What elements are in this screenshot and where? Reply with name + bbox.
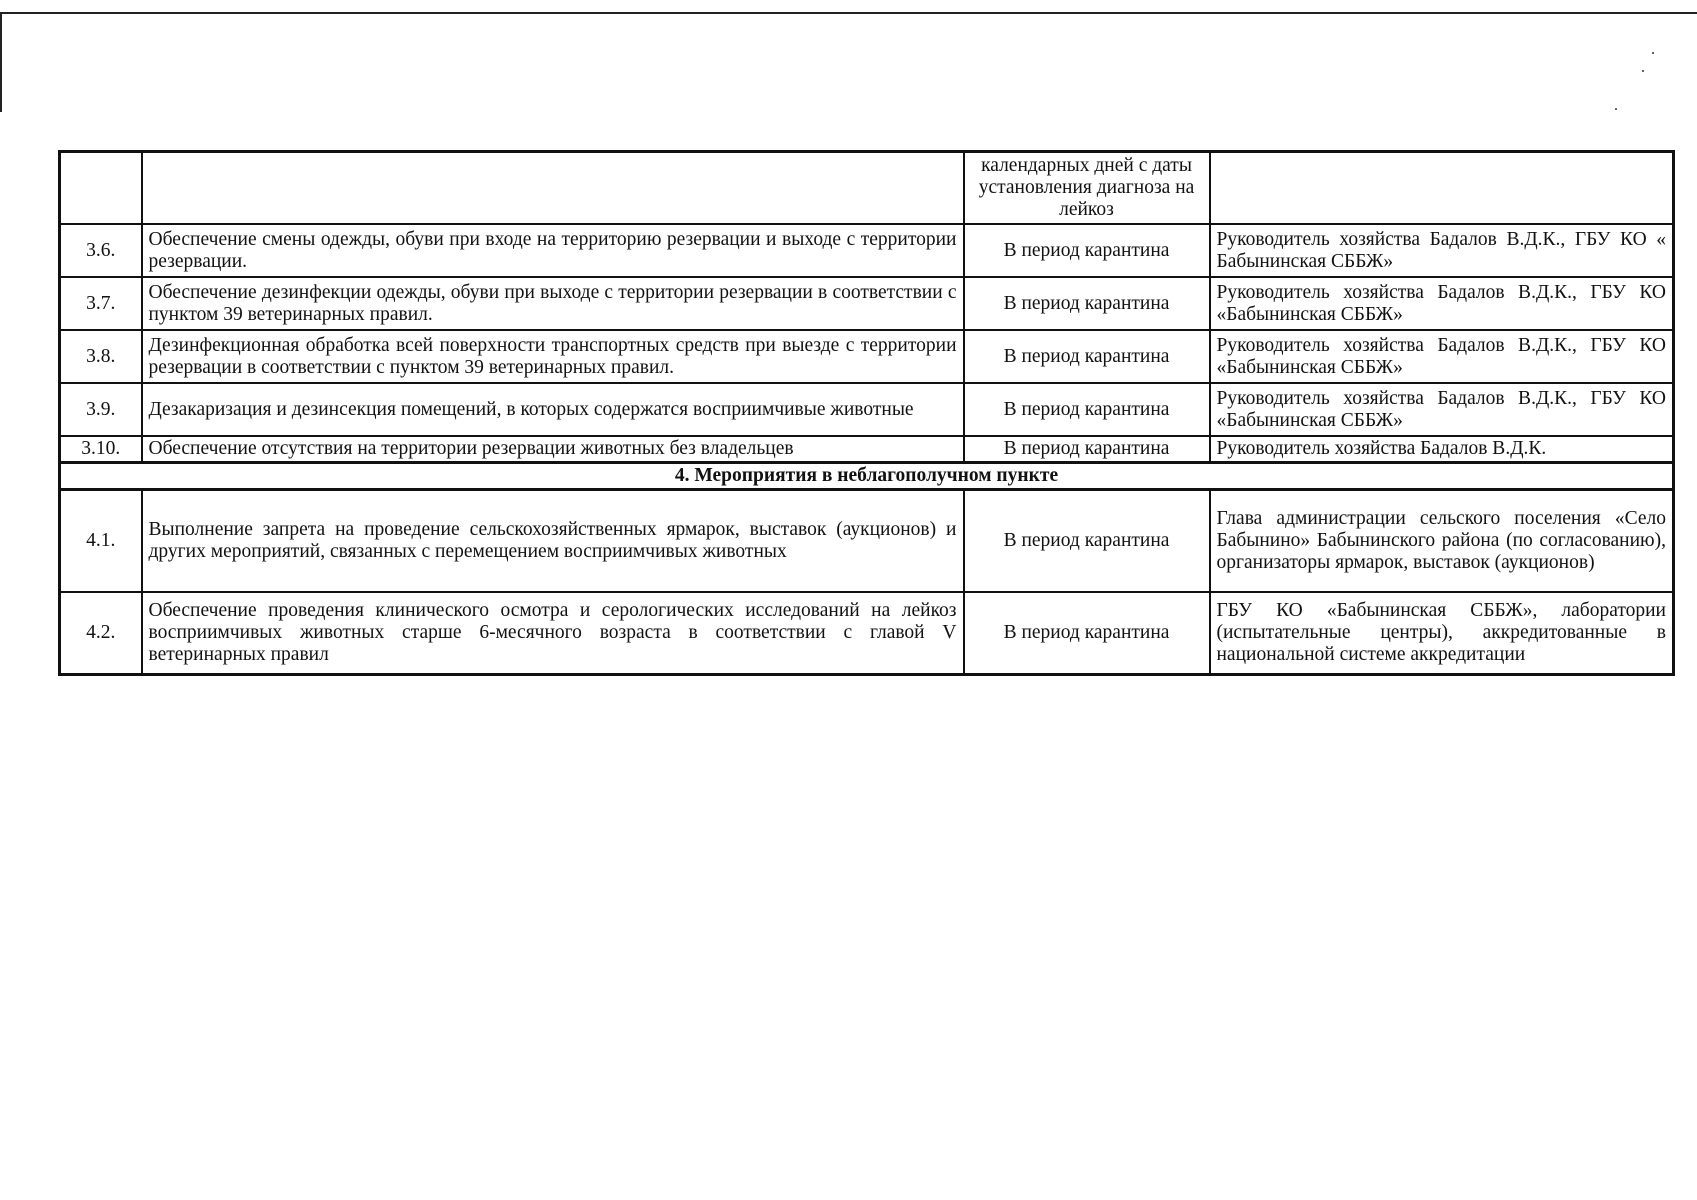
- row-responsible: Глава администрации сельского поселения «Село Бабынино» Бабынинского района (по согласованию), организаторы ярмарок, выставок (аукционов): [1210, 489, 1674, 592]
- row-period: В период карантина: [964, 383, 1210, 436]
- table-row: [60, 436, 1674, 463]
- row-number: 3.7.: [60, 277, 142, 330]
- table-row: [60, 592, 1674, 675]
- scan-speck: [1652, 52, 1654, 54]
- scan-edge-top: [0, 12, 1697, 14]
- row-responsible: ГБУ КО «Бабынинская СББЖ», лаборатории (испытательные центры), аккредитованные в национальной системе аккредитации: [1210, 592, 1674, 675]
- row-period: В период карантина: [964, 277, 1210, 330]
- row-period: В период карантина: [964, 436, 1210, 463]
- row-description: Обеспечение отсутствия на территории резервации животных без владельцев: [142, 436, 964, 463]
- measures-table: [58, 150, 1675, 676]
- row-description: Выполнение запрета на проведение сельскохозяйственных ярмарок, выставок (аукционов) и других мероприятий, связанных с перемещением восприимчивых животных: [142, 489, 964, 592]
- table-row: [60, 224, 1674, 277]
- row-period: В период карантина: [964, 489, 1210, 592]
- row-number: 3.6.: [60, 224, 142, 277]
- section-heading-row: [60, 463, 1674, 490]
- row-responsible: Руководитель хозяйства Бадалов В.Д.К., ГБУ КО « Бабынинская СББЖ»: [1210, 224, 1674, 277]
- scan-edge-left: [0, 12, 2, 112]
- table-row-continuation: [60, 152, 1674, 225]
- row-number: 4.2.: [60, 592, 142, 675]
- row-responsible: Руководитель хозяйства Бадалов В.Д.К., ГБУ КО «Бабынинская СББЖ»: [1210, 277, 1674, 330]
- scan-speck: [1615, 108, 1617, 110]
- row-description: [142, 152, 964, 225]
- row-period: В период карантина: [964, 330, 1210, 383]
- row-responsible: Руководитель хозяйства Бадалов В.Д.К., ГБУ КО «Бабынинская СББЖ»: [1210, 330, 1674, 383]
- row-description: Обеспечение смены одежды, обуви при входе на территорию резервации и выходе с территории резервации.: [142, 224, 964, 277]
- row-description: Обеспечение проведения клинического осмотра и серологических исследований на лейкоз восприимчивых животных старше 6-месячного возраста в соответствии с главой V ветеринарных правил: [142, 592, 964, 675]
- row-responsible: Руководитель хозяйства Бадалов В.Д.К.: [1210, 436, 1674, 463]
- row-number: 4.1.: [60, 489, 142, 592]
- table-row: [60, 383, 1674, 436]
- table-row: [60, 489, 1674, 592]
- section-heading: 4. Мероприятия в неблагополучном пункте: [60, 463, 1674, 490]
- row-responsible: [1210, 152, 1674, 225]
- table-row: [60, 277, 1674, 330]
- row-description: Дезинфекционная обработка всей поверхности транспортных средств при выезде с территории резервации в соответствии с пунктом 39 ветеринарных правил.: [142, 330, 964, 383]
- row-description: Обеспечение дезинфекции одежды, обуви при выходе с территории резервации в соответствии с пунктом 39 ветеринарных правил.: [142, 277, 964, 330]
- row-period: В период карантина: [964, 592, 1210, 675]
- measures-table-container: [58, 150, 1672, 676]
- row-responsible: Руководитель хозяйства Бадалов В.Д.К., ГБУ КО «Бабынинская СББЖ»: [1210, 383, 1674, 436]
- row-number: 3.10.: [60, 436, 142, 463]
- row-number: 3.9.: [60, 383, 142, 436]
- scan-speck: [1642, 70, 1644, 72]
- row-number: [60, 152, 142, 225]
- row-number: 3.8.: [60, 330, 142, 383]
- row-period: В период карантина: [964, 224, 1210, 277]
- row-period: календарных дней с даты установления диагноза на лейкоз: [964, 152, 1210, 225]
- table-row: [60, 330, 1674, 383]
- row-description: Дезакаризация и дезинсекция помещений, в которых содержатся восприимчивые животные: [142, 383, 964, 436]
